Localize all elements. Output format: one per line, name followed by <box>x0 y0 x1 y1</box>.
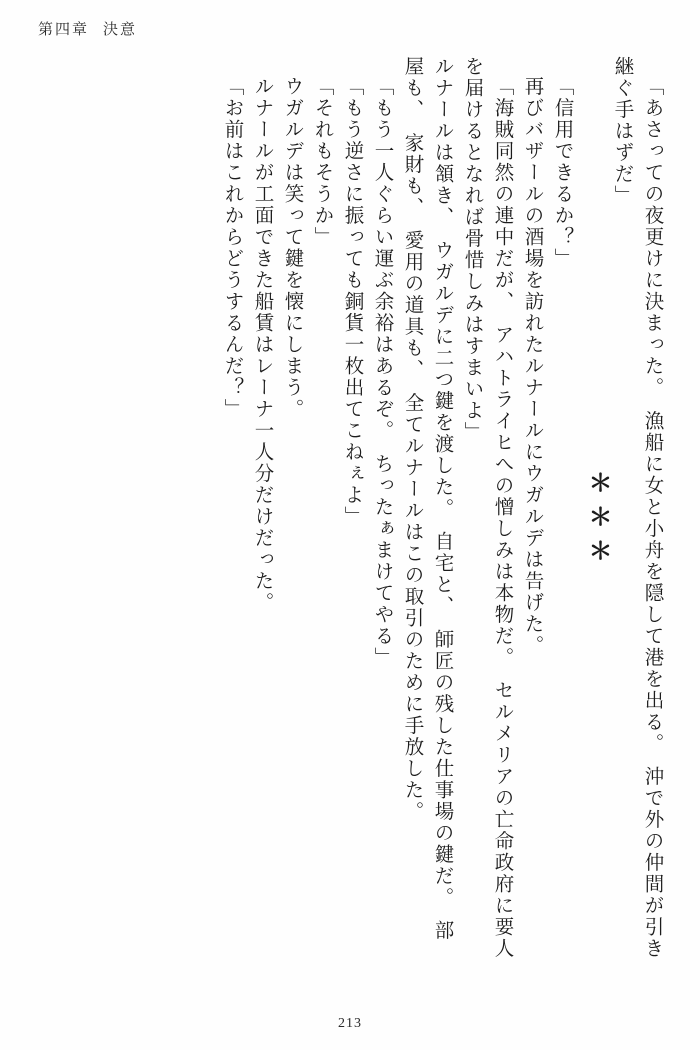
text-column-line: を届けるとなれば骨惜しみはすまいよ」 <box>461 56 483 443</box>
text-column-line: ルナールは頷き、 ウガルデに二つ鍵を渡した。 自宅と、 師匠の残した仕事場の鍵だ。 部 <box>431 56 453 942</box>
text-column-line: 継ぐ手はずだ」 <box>611 56 633 207</box>
vertical-columns <box>30 56 670 986</box>
text-column <box>520 56 550 1006</box>
text-column <box>550 56 580 1006</box>
text-column <box>280 56 310 1006</box>
text-column <box>610 56 640 986</box>
text-column-line: ウガルデは笑って鍵を懐にしまう。 <box>281 76 303 420</box>
text-column <box>310 56 340 1006</box>
page-number: 213 <box>338 1016 362 1031</box>
text-column-line: 「それもそうか」 <box>311 76 333 248</box>
text-column <box>430 56 460 986</box>
text-column <box>340 56 370 1006</box>
text-column <box>490 56 520 1006</box>
scene-break: ＊＊＊ <box>584 470 610 572</box>
text-column-line: 屋も、 家財も、 愛用の道具も、 全てルナールはこの取引のために手放した。 <box>401 56 423 823</box>
text-column-line: 「あさっての夜更けに決まった。 漁船に女と小舟を隠して港を出る。 沖で外の仲間が引き <box>641 76 663 960</box>
text-column-line: 「信用できるか？」 <box>551 76 573 270</box>
text-column <box>460 56 490 986</box>
chapter-number: 第四章 <box>38 22 90 38</box>
text-column-line: 再びバザールの酒場を訪れたルナールにウガルデは告げた。 <box>521 76 543 657</box>
text-column-line: 「もう逆さに振っても銅貨一枚出てこねぇよ」 <box>341 76 363 528</box>
text-column-line: ルナールが工面できた船賃はレーナ一人分だけだった。 <box>251 76 273 614</box>
text-column <box>400 56 430 986</box>
text-column-line: 「お前はこれからどうするんだ？」 <box>221 76 243 420</box>
chapter-title: 決意 <box>103 22 138 38</box>
text-column <box>220 56 250 1006</box>
text-column <box>370 56 400 1006</box>
body-text-area <box>30 56 670 986</box>
text-column-line: 「海賊同然の連中だが、 アハトライヒへの憎しみは本物だ。 セルメリアの亡命政府に要人 <box>491 76 513 960</box>
running-head <box>38 18 137 39</box>
text-column <box>640 56 670 1006</box>
scene-break-column <box>580 56 610 986</box>
text-column-line: 「もう一人ぐらい運ぶ余裕はあるぞ。 ちったぁまけてやる」 <box>371 76 393 669</box>
text-column <box>250 56 280 1006</box>
